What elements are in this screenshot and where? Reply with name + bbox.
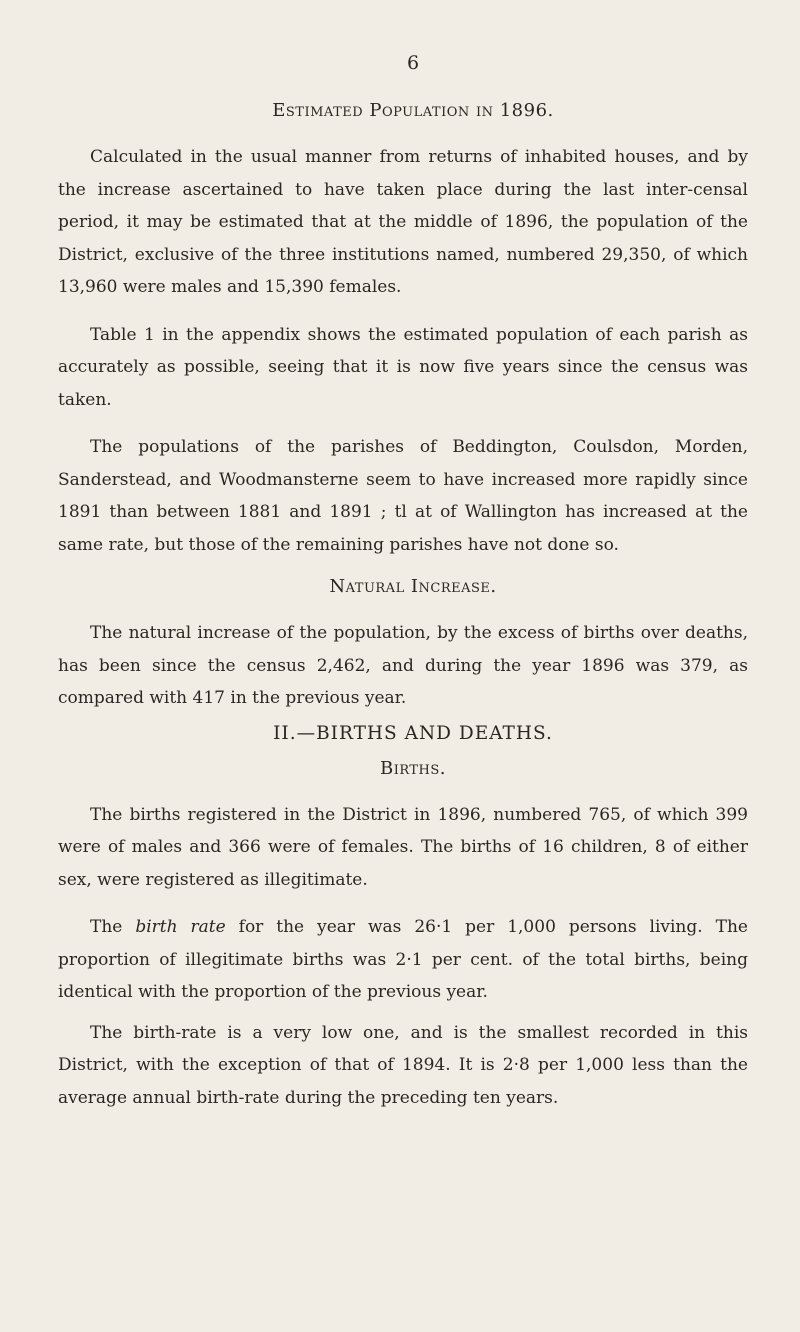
paragraph-natural-increase: The natural increase of the population, by the excess of births over deaths, has been since the census 2,462, and during the year 1896 was 379, as compared with 417 in the previous year.	[58, 623, 748, 708]
paragraph-population-estimate: Calculated in the usual manner from returns of inhabited houses, and by the increase ascertained to have taken place during the last inter-censal period, it may be estimated that at the middle of 1896, the population of the District, exclusive of the three institutions named, numbered 29,350, of which 13,960 were males and 15,390 females.	[58, 147, 748, 297]
document-page	[58, 52, 748, 1114]
birth-rate-prefix: The	[90, 917, 136, 937]
subheading-births: Births.	[379, 757, 447, 779]
paragraph-birth-rate-comparison: The birth-rate is a very low one, and is the smallest recorded in this District, with the exception of that of 1894. It is 2·8 per 1,000 less than the average annual birth-rate during the preceding ten years.	[58, 1022, 748, 1108]
paragraph-table-reference: Table 1 in the appendix shows the estimated population of each parish as accurately as possible, seeing that it is now five years since the census was taken.	[58, 324, 748, 410]
chapter-heading-births-and-deaths: II.—BIRTHS AND DEATHS.	[273, 722, 553, 744]
paragraph-parish-growth: The populations of the parishes of Beddington, Coulsdon, Morden, Sanderstead, and Woodmansterne seem to have increased more rapidly since 1891 than between 1881 and 1891 ; tl at of Wallington has increased at the same rate, but those of the remaining parishes have not done so.	[58, 437, 748, 555]
section-heading-estimated-population: Estimated Population in 1896.	[272, 100, 554, 121]
page-number: 6	[406, 52, 420, 74]
birth-rate-term: birth rate	[135, 917, 226, 937]
section-heading-natural-increase: Natural Increase.	[329, 576, 497, 597]
paragraph-births-registered: The births registered in the District in 1896, numbered 765, of which 399 were of males and 366 were of females. The births of 16 children, 8 of either sex, were registered as illegitimate.	[58, 804, 748, 890]
paragraph-birth-rate	[58, 911, 748, 1009]
birth-rate-suffix: for the year was 26·1 per 1,000 persons living. The proportion of illegitimate births was 2·1 per cent. of the total births, being identical with the proportion of the previous year.	[58, 917, 748, 1002]
